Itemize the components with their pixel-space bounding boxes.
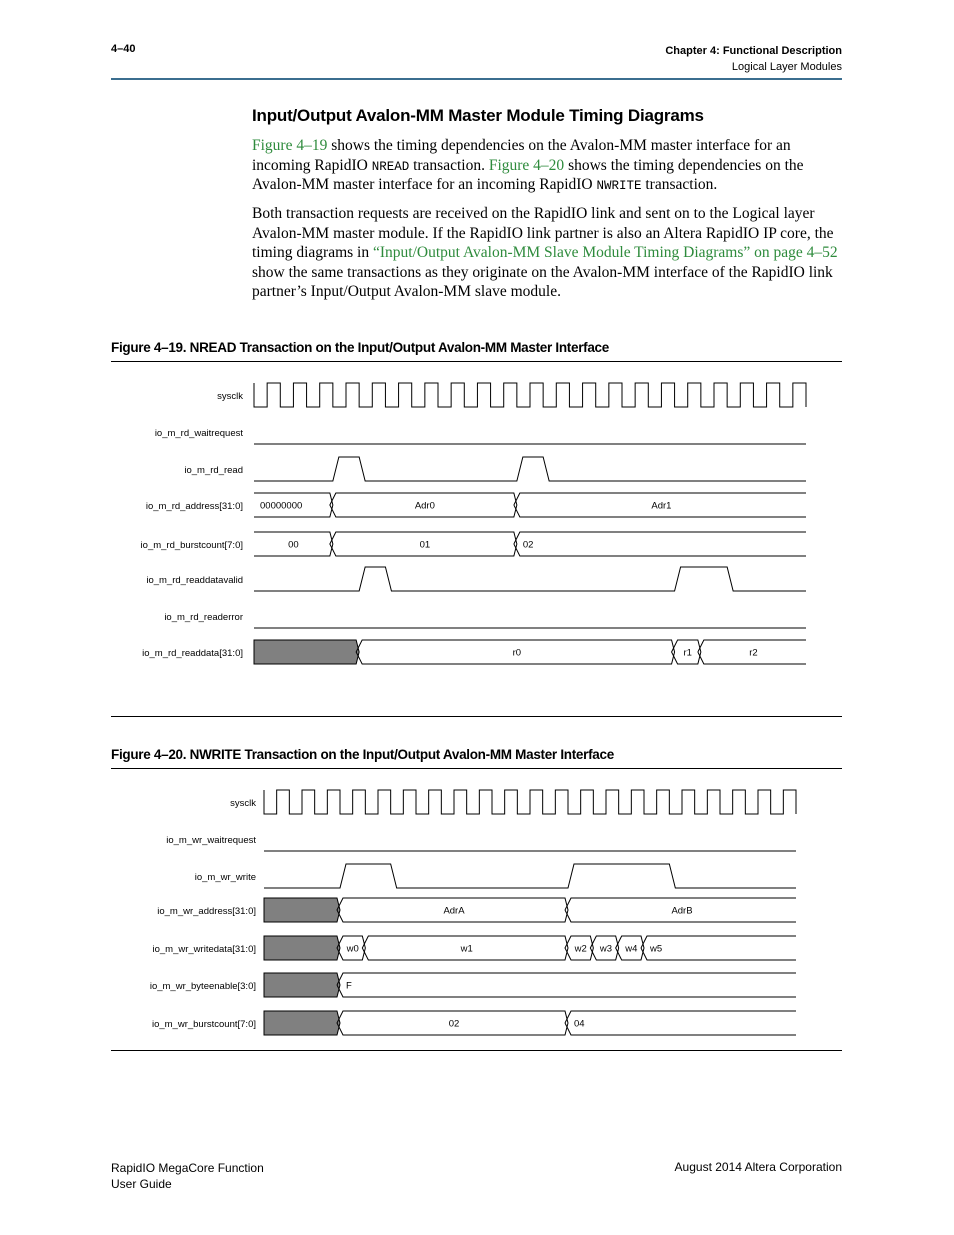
figure-4-20-link[interactable]: Figure 4–20 [488,156,565,174]
bus-value-label: w3 [599,943,613,955]
undefined-region [264,898,340,922]
doc-name: User Guide [111,1177,172,1191]
signal-io-m-rd-readdatavalid [146,567,806,591]
bus-value-label: 00000000 [260,500,303,512]
bus-value-label: F [346,980,352,992]
signal-label: io_m_wr_burstcount[7:0] [151,1019,256,1030]
signal-io-m-rd-burstcount70 [141,532,806,556]
bus-value-label: 02 [448,1018,460,1030]
chapter-title: Chapter 4: Functional Description [665,45,842,57]
signal-sysclk [217,383,806,407]
signal-label: io_m_rd_readerror [164,612,243,623]
signal-io-m-wr-writedata310 [153,936,797,960]
page-number: 4–40 [111,43,136,55]
bus-value-label: w5 [650,943,663,955]
bus-segment [641,936,796,960]
signal-label: sysclk [217,391,243,402]
signal-label: io_m_rd_address[31:0] [145,501,243,512]
signal-io-m-rd-address310 [146,493,806,517]
text: transaction. [409,156,489,174]
undefined-region [264,973,340,997]
signal-io-m-wr-byteenable30 [150,973,796,997]
bus-value-label: 02 [522,539,534,551]
bus-value-label: r2 [749,647,758,659]
bus-value-label: 04 [574,1018,585,1030]
clock-waveform [254,383,806,407]
pulse-waveform [264,864,796,888]
figure-4-19-title: Figure 4–19. NREAD Transaction on the Input/Output Avalon-MM Master Interface [111,340,609,355]
signal-io-m-rd-readerror [164,612,806,628]
section-title: Input/Output Avalon-MM Master Module Timing Diagrams [252,106,704,125]
header-rule [111,78,842,80]
bus-value-label: AdrA [443,905,465,917]
bus-value-label: 00 [288,539,299,551]
bus-value-label: r0 [512,647,522,659]
bus-value-label: 01 [419,539,431,551]
signal-label: io_m_rd_waitrequest [154,428,243,439]
text: transaction. [641,176,718,193]
signal-label: io_m_rd_read [184,465,243,476]
bus-value-label: w4 [625,943,638,955]
text: shows the timing dependencies on the Avalon-MM master interface for an incoming RapidIO [252,137,791,174]
bus-value-label: Adr0 [414,500,435,512]
signal-io-m-rd-waitrequest [155,428,806,444]
product-name: RapidIO MegaCore Function [111,1161,264,1175]
signal-label: io_m_wr_writedata[31:0] [152,944,256,955]
text: show the same transactions as they originate on the Avalon-MM interface of the RapidIO link partner’s Input/Output Avalon-MM slave module. [252,263,833,300]
bus-segment [514,532,806,556]
text: Both transaction requests are received on the RapidIO link and sent on to the Logical layer Avalon-MM master module. If the RapidIO link partner is also an Altera RapidIO IP core, the timing diagrams in [252,205,834,261]
signal-sysclk [230,790,796,814]
nread-code: NREAD [371,159,410,174]
signal-label: io_m_rd_readdata[31:0] [142,648,243,659]
undefined-region [264,936,340,960]
figure-4-19-timing-diagram [111,362,842,712]
signal-label: io_m_rd_burstcount[7:0] [140,540,243,551]
figure-4-19-link[interactable]: Figure 4–19 [252,137,328,154]
signal-label: io_m_wr_waitrequest [166,835,256,846]
bus-value-label: AdrB [671,905,693,917]
paragraph-intro [252,136,842,195]
signal-label: io_m_wr_address[31:0] [157,906,256,917]
figure-4-20-bottom-rule [111,1050,842,1051]
footer-left [111,1160,264,1192]
bus-value-label: Adr1 [651,500,672,512]
slave-timing-link[interactable]: “Input/Output Avalon-MM Slave Module Timing Diagrams” on page 4–52 [372,244,838,261]
signal-io-m-wr-write [195,864,796,888]
bus-value-label: w0 [346,943,359,955]
signal-io-m-rd-read [184,457,806,481]
pulse-waveform [254,457,806,481]
figure-4-19-bottom-rule [111,716,842,717]
signal-io-m-wr-burstcount70 [152,1011,796,1035]
footer-date-company: August 2014 Altera Corporation [674,1160,842,1174]
signal-label: sysclk [230,798,256,809]
bus-segment [337,973,796,997]
running-header [665,43,842,75]
bus-value-label: r1 [683,647,692,659]
signal-io-m-wr-waitrequest [166,835,796,851]
figure-4-20-title: Figure 4–20. NWRITE Transaction on the Input/Output Avalon-MM Master Interface [111,747,614,762]
bus-value-label: w2 [574,943,587,955]
undefined-region [254,640,359,664]
signal-label: io_m_rd_readdatavalid [146,575,243,586]
signal-io-m-rd-readdata310 [142,640,806,664]
text: shows the timing dependencies on the Avalon-MM master interface for an incoming RapidIO [252,156,804,193]
signal-label: io_m_wr_write [194,872,256,883]
undefined-region [264,1011,340,1035]
bus-segment [565,1011,796,1035]
clock-waveform [264,790,796,814]
pulse-waveform [254,567,806,591]
nwrite-code: NWRITE [596,179,642,193]
signal-label: io_m_wr_byteenable[3:0] [149,981,256,992]
signal-io-m-wr-address310 [157,898,796,922]
section-name: Logical Layer Modules [731,61,842,73]
figure-4-20-timing-diagram [111,769,842,1047]
bus-value-label: w1 [460,943,473,955]
paragraph-transactions [252,204,842,302]
